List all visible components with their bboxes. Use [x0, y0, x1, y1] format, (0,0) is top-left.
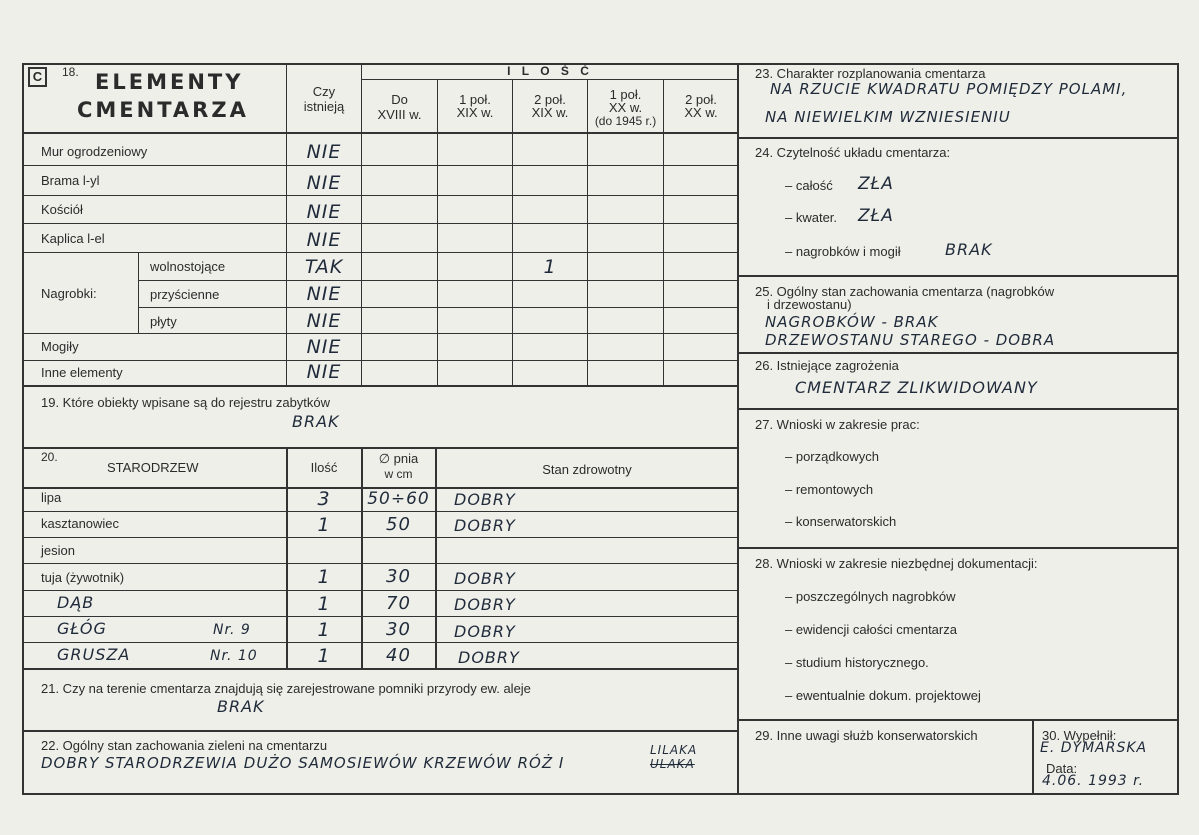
exists-value: NIE: [306, 336, 342, 358]
tree-name: lipa: [41, 490, 62, 505]
s20-col-diam: [435, 448, 437, 669]
s27-label: 27. Wnioski w zakresie prac:: [755, 417, 920, 432]
s22-value: DOBRY STARODRZEWIA DUŻO SAMOSIEWÓW KRZEWÓW RÓŻ I: [41, 754, 565, 772]
tree-state: DOBRY: [454, 516, 516, 535]
s18-header-line: [22, 132, 738, 134]
s18-number: 18.: [62, 65, 79, 79]
s18-row-line: [22, 252, 738, 253]
frame-left: [22, 63, 24, 795]
s18-col-3: [512, 79, 513, 386]
s20-title: STARODRZEW: [107, 460, 199, 475]
s18-ilosc-line: [361, 79, 738, 80]
col-header-a: Do: [391, 92, 408, 107]
s18-bottom-line: [22, 385, 738, 387]
tree-qty: 1: [317, 593, 331, 615]
right-divider: [738, 137, 1178, 139]
s18-col-5: [663, 79, 664, 386]
s29-label: 29. Inne uwagi służb konserwatorskich: [755, 728, 978, 743]
s20-col-stan: Stan zdrowotny: [542, 462, 632, 477]
s22-struck-word: ULAKA: [650, 757, 695, 771]
row-label: wolnostojące: [150, 259, 226, 274]
tree-diameter: 40: [386, 645, 411, 666]
s24-label: 24. Czytelność układu cmentarza:: [755, 145, 951, 160]
col-czy-line1: Czy: [312, 84, 336, 99]
right-divider: [738, 408, 1178, 410]
s27-item: – porządkowych: [785, 449, 879, 464]
tree-state: DOBRY: [458, 648, 520, 667]
s18-col-2: [437, 79, 438, 386]
tree-nr: Nr. 10: [210, 648, 258, 664]
exists-value: NIE: [306, 361, 342, 383]
s18-row-line: [138, 280, 738, 281]
c-box: C: [28, 67, 47, 87]
tree-qty: 1: [317, 619, 331, 641]
exists-value: NIE: [306, 229, 342, 251]
tree-state: DOBRY: [454, 595, 516, 614]
tree-qty: 1: [317, 566, 331, 588]
s30-date: 4.06. 1993 r.: [1042, 773, 1145, 789]
s23-label: 23. Charakter rozplanowania cmentarza: [755, 66, 986, 81]
s20-col-pnia-line2: w cm: [384, 467, 413, 481]
col-czy-line2: istnieją: [303, 99, 345, 114]
s25-label-line2: i drzewostanu): [767, 297, 852, 312]
col-header-b: XIX w.: [456, 105, 494, 120]
col-header-a: 1 poł.: [609, 87, 642, 102]
s20-number: 20.: [41, 450, 58, 464]
s30-label: 30. Wypełnił:: [1042, 728, 1117, 743]
s20-row-line: [22, 642, 738, 643]
s30-name: E. DYMARSKA: [1040, 740, 1148, 756]
tree-diameter: 50÷60: [367, 489, 430, 509]
tree-name-handwritten: GŁÓG: [57, 619, 107, 638]
tree-state: DOBRY: [454, 490, 516, 509]
s24-item-label: – całość: [785, 178, 833, 193]
col-header-b: XIX w.: [531, 105, 569, 120]
s19-value: BRAK: [292, 412, 340, 431]
s20-col-pnia-line1: ∅ pnia: [378, 451, 419, 466]
tree-name: kasztanowiec: [41, 516, 120, 531]
s24-item-value: ZŁA: [858, 206, 894, 226]
col-header-b: XVIII w.: [377, 107, 422, 122]
s18-title-line1: ELEMENTY: [95, 70, 244, 94]
s28-item: – ewidencji całości cmentarza: [785, 622, 957, 637]
tree-name-handwritten: DĄB: [57, 593, 95, 612]
s22-correction: LILAKA: [650, 743, 698, 757]
col-header-a: 2 poł.: [685, 92, 717, 107]
s20-row-line: [22, 590, 738, 591]
tree-qty: 1: [317, 514, 331, 536]
s24-item-label: – kwater.: [785, 210, 838, 225]
row-label: Brama l-yl: [41, 173, 100, 188]
tree-state: DOBRY: [454, 569, 516, 588]
nagrobki-divider: [138, 253, 139, 333]
tree-qty: 1: [317, 645, 331, 667]
right-divider: [738, 719, 1178, 721]
right-divider: [738, 547, 1178, 549]
s18-row-line: [22, 223, 738, 224]
tree-state: DOBRY: [454, 622, 516, 641]
exists-value: TAK: [304, 256, 344, 278]
exists-value: NIE: [306, 310, 342, 332]
s18-row-line: [138, 307, 738, 308]
s21-bottom-line: [22, 730, 738, 732]
s29-s30-divider: [1032, 720, 1034, 794]
col-header-b: XX w.: [684, 105, 718, 120]
col-header-b: XX w.: [608, 100, 643, 115]
s18-row-line: [22, 333, 738, 334]
row-label: Kościół: [41, 202, 83, 217]
s20-bottom-line: [22, 668, 738, 670]
tree-diameter: 30: [386, 619, 411, 640]
s28-label: 28. Wnioski w zakresie niezbędnej dokumentacji:: [755, 556, 1038, 571]
row-label: Mogiły: [41, 339, 79, 354]
row-label: Mur ogrodzeniowy: [41, 144, 148, 159]
s28-item: – poszczególnych nagrobków: [785, 589, 956, 604]
exists-value: NIE: [306, 201, 342, 223]
tree-nr: Nr. 9: [213, 622, 251, 638]
ilosc-header: I L O Ś Ć: [507, 64, 593, 78]
s19-label: 19. Które obiekty wpisane są do rejestru zabytków: [41, 395, 331, 410]
tree-diameter: 30: [386, 566, 411, 587]
row-label: przyścienne: [150, 287, 220, 302]
tree-name: jesion: [41, 543, 75, 558]
s26-label: 26. Istniejące zagrożenia: [755, 358, 899, 373]
s30-date-label: Data:: [1046, 761, 1078, 776]
nagrobki-label: Nagrobki:: [41, 286, 97, 301]
frame-divider: [737, 63, 739, 795]
exists-value: NIE: [306, 172, 342, 194]
s21-label: 21. Czy na terenie cmentarza znajdują się zarejestrowane pomniki przyrody ew. aleje: [41, 681, 531, 696]
row-label: Kaplica l-el: [41, 231, 105, 246]
s24-item-label: – nagrobków i mogił: [785, 244, 901, 259]
s23-line1: NA RZUCIE KWADRATU POMIĘDZY POLAMI,: [770, 80, 1128, 98]
frame-bottom: [22, 793, 1179, 795]
s28-item: – ewentualnie dokum. projektowej: [785, 688, 981, 703]
tree-name-handwritten: GRUSZA: [57, 645, 131, 664]
s26-value: CMENTARZ ZLIKWIDOWANY: [795, 378, 1038, 397]
s18-title-line2: CMENTARZA: [77, 98, 249, 122]
right-divider: [738, 352, 1178, 354]
s20-row-line: [22, 511, 738, 512]
exists-value: NIE: [306, 141, 342, 163]
tree-qty: 3: [317, 488, 331, 510]
s24-item-value: ZŁA: [858, 174, 894, 194]
wolnostojace-count: 1: [543, 256, 557, 278]
s18-row-line: [22, 360, 738, 361]
s25-line2: DRZEWOSTANU STAREGO - DOBRA: [765, 331, 1056, 349]
tree-diameter: 70: [386, 593, 411, 614]
col-header-a: 1 poł.: [459, 92, 491, 107]
s25-line1: NAGROBKÓW - BRAK: [765, 313, 939, 331]
s22-label: 22. Ogólny stan zachowania zieleni na cmentarzu: [41, 738, 328, 753]
row-label: płyty: [150, 314, 177, 329]
s21-value: BRAK: [217, 697, 265, 716]
s23-line2: NA NIEWIELKIM WZNIESIENIU: [765, 108, 1011, 126]
frame-right: [1177, 63, 1179, 795]
s24-item-value: BRAK: [945, 240, 993, 259]
exists-value: NIE: [306, 283, 342, 305]
s19-bottom-line: [22, 447, 738, 449]
s20-col-ilosc: Ilość: [310, 460, 338, 475]
s25-label-line1: 25. Ogólny stan zachowania cmentarza (nagrobków: [755, 284, 1055, 299]
s28-item: – studium historycznego.: [785, 655, 929, 670]
col-header-c: (do 1945 r.): [594, 114, 657, 128]
row-label: Inne elementy: [41, 365, 123, 380]
col-header-a: 2 poł.: [534, 92, 566, 107]
s27-item: – konserwatorskich: [785, 514, 897, 529]
right-divider: [738, 275, 1178, 277]
s27-item: – remontowych: [785, 482, 874, 497]
tree-diameter: 50: [386, 514, 411, 535]
s18-row-line: [22, 165, 738, 166]
s18-row-line: [22, 195, 738, 196]
s20-row-line: [22, 616, 738, 617]
tree-name: tuja (żywotnik): [41, 570, 125, 585]
s20-row-line: [22, 537, 738, 538]
s20-row-line: [22, 563, 738, 564]
